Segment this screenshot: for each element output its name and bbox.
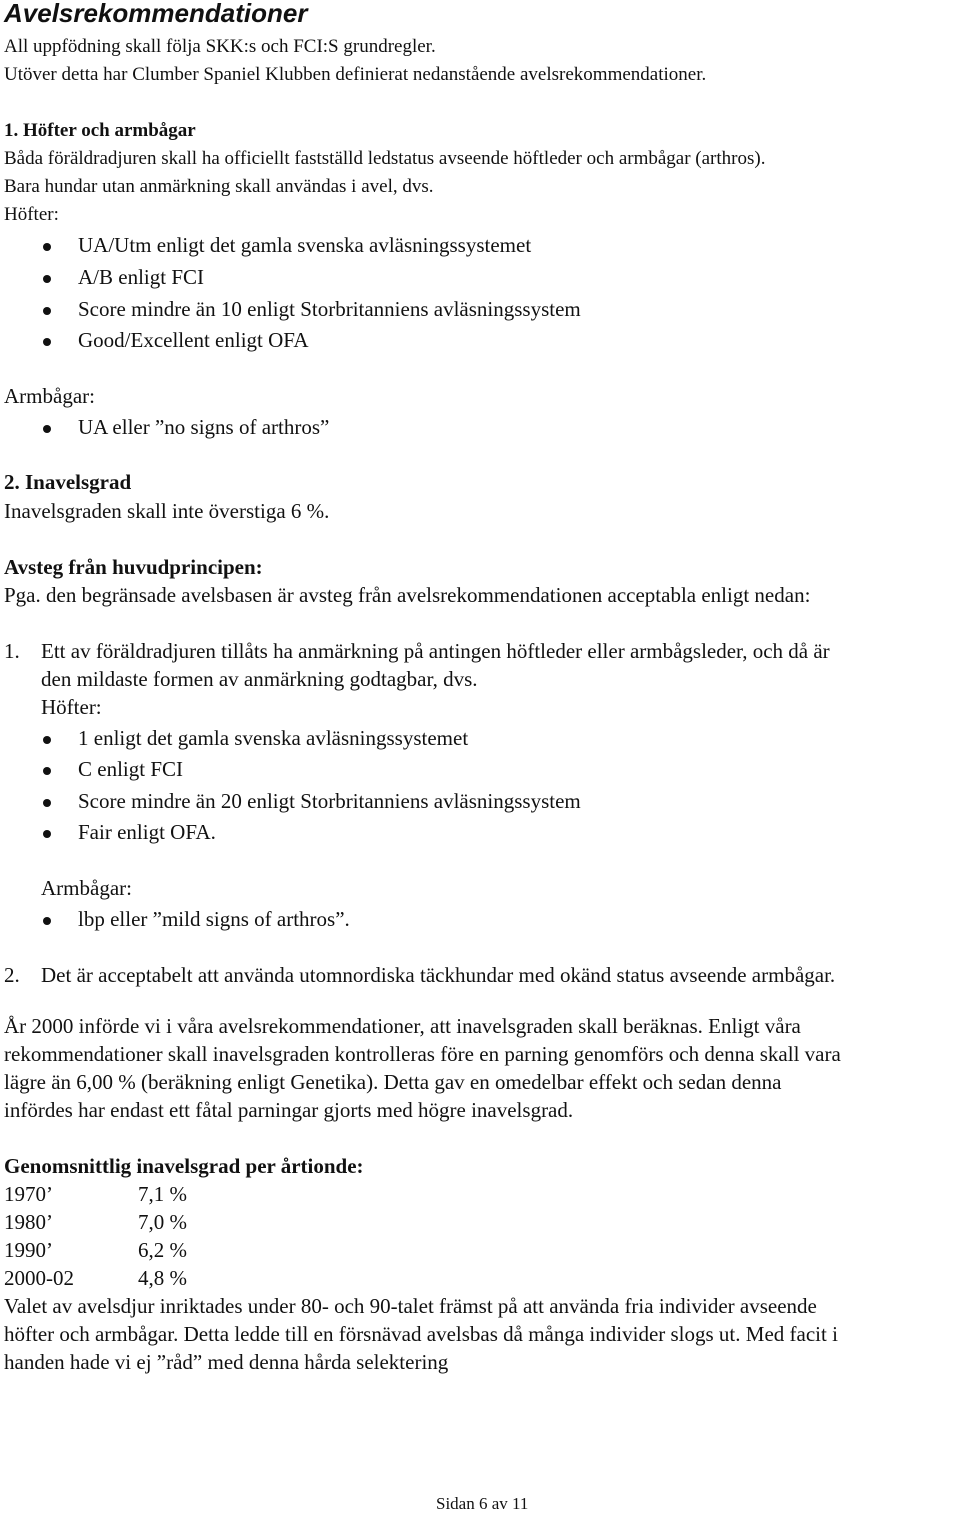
hips-item: A/B enligt FCI bbox=[78, 265, 205, 289]
intro-line-2: Utöver detta har Clumber Spaniel Klubben definierat nedanstående avelsrekommendationer. bbox=[4, 64, 707, 85]
exception-hips-item: Score mindre än 20 enligt Storbritanniens avläsningssystem bbox=[78, 789, 581, 813]
section2-heading: 2. Inavelsgrad bbox=[4, 470, 132, 494]
section1-line-2: Bara hundar utan anmärkning skall användas i avel, dvs. bbox=[4, 176, 434, 197]
average-value: 6,2 % bbox=[138, 1238, 187, 1262]
hips-item: UA/Utm enligt det gamla svenska avläsningssystemet bbox=[78, 233, 532, 257]
average-period: 1980’ bbox=[4, 1210, 53, 1234]
hips-label: Höfter: bbox=[4, 204, 59, 225]
exception-2-number: 2. bbox=[4, 963, 20, 987]
exception-hips-item: 1 enligt det gamla svenska avläsningssystemet bbox=[78, 726, 469, 750]
closing-line: höfter och armbågar. Detta ledde till en försnävad avelsbas då många individer slogs ut. Med facit i bbox=[4, 1322, 838, 1346]
average-value: 7,0 % bbox=[138, 1210, 187, 1234]
section2-text: Inavelsgraden skall inte överstiga 6 %. bbox=[4, 499, 330, 523]
bullet-icon bbox=[43, 275, 51, 283]
paragraph-line: År 2000 införde vi i våra avelsrekommendationer, att inavelsgraden skall beräknas. Enligt våra bbox=[4, 1014, 801, 1038]
exception-1-number: 1. bbox=[4, 639, 20, 663]
exception-1-line-2: den mildaste formen av anmärkning godtagbar, dvs. bbox=[41, 667, 478, 691]
page-number-footer: Sidan 6 av 11 bbox=[436, 1494, 529, 1513]
bullet-icon bbox=[43, 830, 51, 838]
section1-line-1: Båda föräldradjuren skall ha officiellt fastställd ledstatus avseende höftleder och armbågar (arthros). bbox=[4, 148, 766, 169]
paragraph-line: rekommendationer skall inavelsgraden kontrolleras före en parning genomförs och denna skall vara bbox=[4, 1042, 841, 1066]
elbows-item: UA eller ”no signs of arthros” bbox=[78, 415, 330, 439]
elbows-label: Armbågar: bbox=[4, 384, 95, 408]
bullet-icon bbox=[43, 917, 51, 925]
closing-line: handen hade vi ej ”råd” med denna hårda selektering bbox=[4, 1350, 449, 1374]
bullet-icon bbox=[43, 425, 51, 433]
average-period: 2000-02 bbox=[4, 1266, 74, 1290]
exception-1-line-1: Ett av föräldradjuren tillåts ha anmärkning på antingen höftleder eller armbågsleder, och då är bbox=[41, 639, 830, 663]
exception-elbows-label: Armbågar: bbox=[41, 876, 132, 900]
bullet-icon bbox=[43, 307, 51, 315]
hips-item: Good/Excellent enligt OFA bbox=[78, 328, 309, 352]
page-title: Avelsrekommendationer bbox=[4, 0, 308, 28]
intro-line-1: All uppfödning skall följa SKK:s och FCI:S grundregler. bbox=[4, 36, 436, 57]
paragraph-line: lägre än 6,00 % (beräkning enligt Genetika). Detta gav en omedelbar effekt och sedan denna bbox=[4, 1070, 782, 1094]
exceptions-heading: Avsteg från huvudprincipen: bbox=[4, 555, 263, 579]
exception-hips-item: Fair enligt OFA. bbox=[78, 820, 216, 844]
exception-elbows-item: lbp eller ”mild signs of arthros”. bbox=[78, 907, 350, 931]
exceptions-intro: Pga. den begränsade avelsbasen är avsteg från avelsrekommendationen acceptabla enligt nedan: bbox=[4, 583, 811, 607]
average-value: 7,1 % bbox=[138, 1182, 187, 1206]
averages-heading: Genomsnittlig inavelsgrad per årtionde: bbox=[4, 1154, 364, 1178]
exception-hips-label: Höfter: bbox=[41, 695, 102, 719]
paragraph-line: infördes har endast ett fåtal parningar gjorts med högre inavelsgrad. bbox=[4, 1098, 574, 1122]
average-value: 4,8 % bbox=[138, 1266, 187, 1290]
bullet-icon bbox=[43, 767, 51, 775]
bullet-icon bbox=[43, 243, 51, 251]
bullet-icon bbox=[43, 338, 51, 346]
bullet-icon bbox=[43, 736, 51, 744]
closing-line: Valet av avelsdjur inriktades under 80- och 90-talet främst på att använda fria individer avseende bbox=[4, 1294, 817, 1318]
section1-heading: 1. Höfter och armbågar bbox=[4, 120, 196, 141]
average-period: 1990’ bbox=[4, 1238, 53, 1262]
average-period: 1970’ bbox=[4, 1182, 53, 1206]
exception-2-text: Det är acceptabelt att använda utomnordiska täckhundar med okänd status avseende armbågar. bbox=[41, 963, 836, 987]
bullet-icon bbox=[43, 799, 51, 807]
exception-hips-item: C enligt FCI bbox=[78, 757, 184, 781]
hips-item: Score mindre än 10 enligt Storbritanniens avläsningssystem bbox=[78, 297, 581, 321]
